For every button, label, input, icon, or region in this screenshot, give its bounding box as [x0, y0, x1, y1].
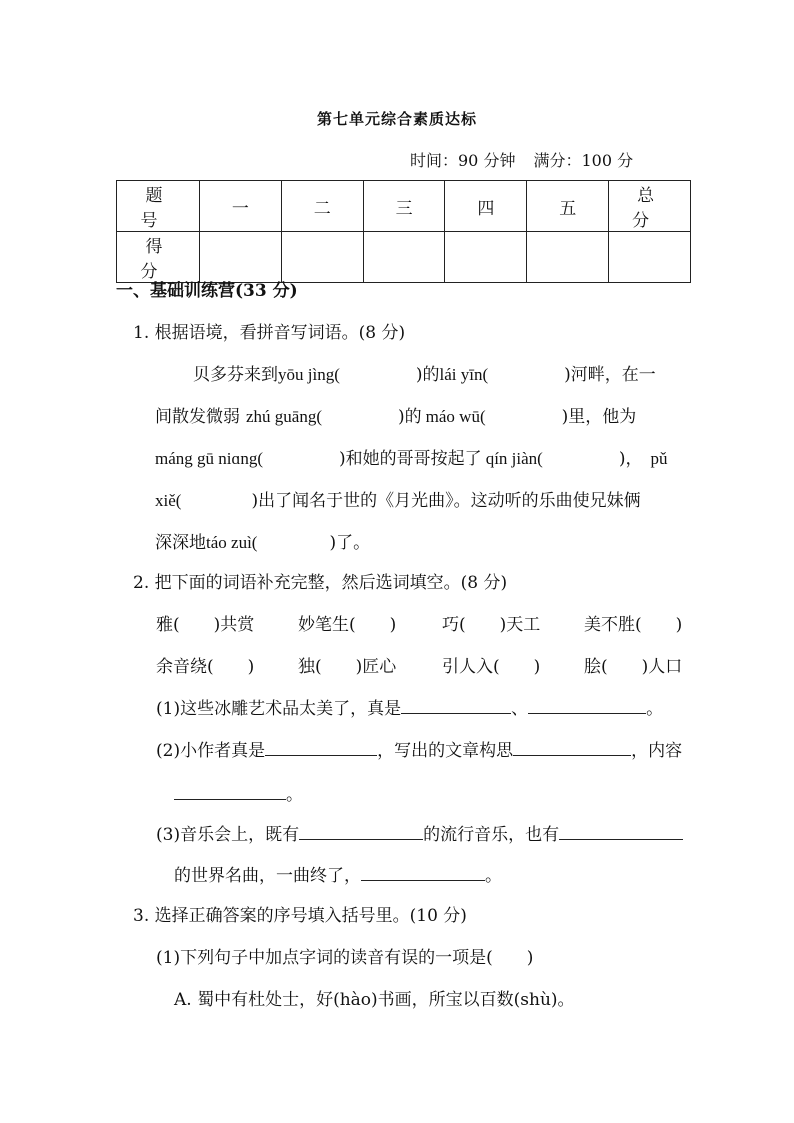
text: )了。 [329, 533, 371, 553]
pinyin: xiě( [155, 491, 182, 510]
page-title: 第七单元综合素质达标 [316, 110, 477, 128]
q1-line-2 [155, 402, 636, 427]
cell-label-number: 题 号 [117, 181, 200, 232]
text: (3)音乐会上，既有 [156, 825, 300, 845]
q2-sentence-2 [156, 736, 682, 761]
cell-label-score: 得 分 [117, 232, 200, 283]
section-1-heading: 一、基础训练营(33 分) [116, 281, 298, 301]
q3-title: 3. 选择正确答案的序号填入括号里。(10 分) [133, 906, 467, 926]
text: )和她的哥哥按起了 [339, 449, 482, 469]
idiom-item[interactable]: 余音绕( ) [156, 657, 255, 677]
text: )里，他为 [561, 407, 637, 427]
text: 贝多芬来到 [193, 365, 278, 385]
q2-sentence-3-cont [174, 861, 502, 886]
cell-total: 总 分 [609, 181, 691, 232]
answer-blank[interactable] [361, 864, 485, 881]
cell-part-2: 二 [281, 181, 363, 232]
answer-blank[interactable] [265, 739, 377, 756]
answer-blank[interactable] [299, 823, 423, 840]
score-table [116, 180, 708, 283]
q2-title: 2. 把下面的词语补充完整，然后选词填空。(8 分) [133, 573, 508, 593]
text: ，写出的文章构思 [377, 741, 514, 761]
pinyin: táo zuì( [206, 533, 258, 552]
pinyin: zhú guāng( [246, 407, 323, 426]
pinyin: máng gū niɑng( [155, 449, 264, 468]
score-table-header-row [117, 181, 691, 232]
text: (2)小作者真是 [156, 741, 266, 761]
text: 深深地 [155, 533, 206, 553]
text: )， [618, 449, 643, 469]
idiom-item[interactable]: 引人入( ) [442, 657, 541, 677]
score-input-5[interactable] [527, 232, 609, 283]
idiom-item[interactable]: 脍( )人口 [584, 657, 683, 677]
score-table-score-row [117, 232, 691, 283]
cell-part-1: 一 [200, 181, 282, 232]
q3-option-a[interactable]: A. 蜀中有杜处士，好(hào)书画，所宝以百数(shù)。 [174, 990, 575, 1010]
idiom-item[interactable]: 巧( )天工 [442, 615, 541, 635]
text: )河畔，在一 [564, 365, 656, 385]
time-limit: 时间：90 分钟 [410, 151, 516, 170]
q3-subquestion-1: (1)下列句子中加点字词的读音有误的一项是( ) [156, 948, 534, 968]
q1-line-4 [155, 486, 641, 511]
score-input-4[interactable] [445, 232, 527, 283]
q2-sentence-3 [156, 820, 683, 845]
q1-line-1 [193, 360, 656, 385]
text: 。 [485, 866, 502, 886]
answer-blank[interactable] [559, 823, 683, 840]
text: )的 [415, 365, 440, 385]
answer-blank[interactable] [401, 697, 511, 714]
answer-blank[interactable] [513, 739, 631, 756]
text: 、 [511, 699, 529, 719]
pinyin: yōu jìng( [278, 365, 340, 384]
text: 的流行音乐，也有 [423, 825, 560, 845]
answer-blank[interactable] [528, 697, 646, 714]
q1-line-5 [155, 528, 370, 553]
text: )的 [398, 407, 422, 427]
answer-blank[interactable] [174, 783, 286, 800]
text: 间散发微弱 [155, 407, 240, 427]
score-input-total[interactable] [609, 232, 691, 283]
pinyin: máo wū( [425, 407, 486, 426]
idiom-item[interactable]: 独( )匠心 [298, 657, 397, 677]
pinyin: lái yīn( [439, 365, 489, 384]
cell-part-4: 四 [445, 181, 527, 232]
idiom-item[interactable]: 妙笔生( ) [298, 615, 397, 635]
idiom-item[interactable]: 美不胜( ) [584, 615, 683, 635]
text: (1)这些冰雕艺术品太美了，真是 [156, 699, 402, 719]
text: 。 [646, 699, 664, 719]
text: )出了闻名于世的《月光曲》。这动听的乐曲使兄妹俩 [251, 491, 641, 511]
idiom-item[interactable]: 雅( )共赏 [156, 615, 255, 635]
text: ，内容 [631, 741, 683, 761]
q2-sentence-1 [156, 694, 663, 719]
q1-line-3 [155, 444, 667, 469]
score-input-2[interactable] [281, 232, 363, 283]
cell-part-5: 五 [527, 181, 609, 232]
score-input-3[interactable] [363, 232, 445, 283]
text: 的世界名曲，一曲终了， [174, 866, 361, 886]
full-score: 满分：100 分 [533, 151, 634, 170]
pinyin: pǔ [650, 449, 668, 468]
exam-info [410, 148, 651, 171]
cell-part-3: 三 [363, 181, 445, 232]
q1-title: 1. 根据语境，看拼音写词语。(8 分) [133, 323, 406, 343]
text: 。 [286, 785, 303, 805]
pinyin: qín jiàn( [485, 449, 543, 468]
q2-sentence-2-cont [174, 780, 303, 805]
